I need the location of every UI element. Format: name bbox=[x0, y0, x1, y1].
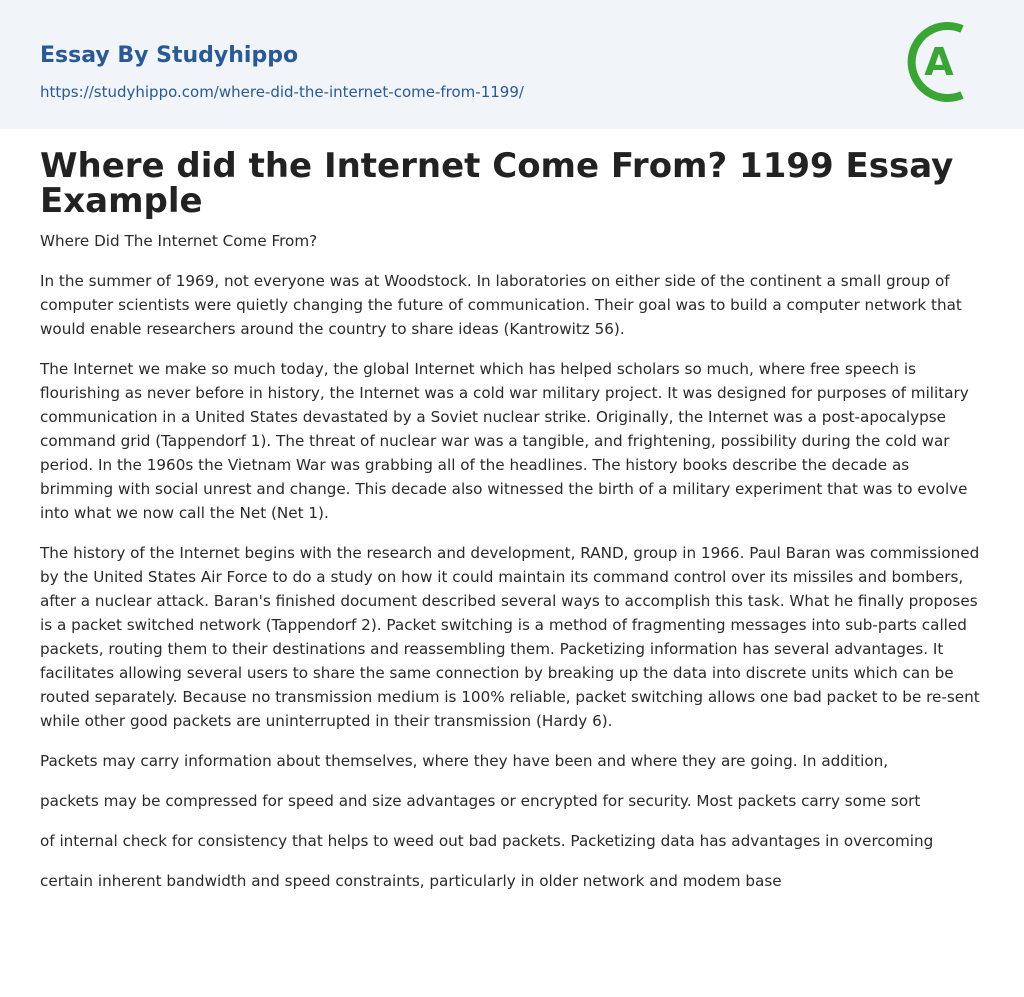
article-content bbox=[0, 129, 1024, 893]
article-paragraph: of internal check for consistency that helps to weed out bad packets. Packetizing data has advantages in overcoming bbox=[40, 832, 934, 850]
article-paragraph: packets may be compressed for speed and size advantages or encrypted for security. Most packets carry some sort bbox=[40, 792, 921, 810]
article-paragraph: The Internet we make so much today, the global Internet which has helped scholars so much, where free speech is flourishing as never before in history, the Internet was a cold war military project. It was designed for purposes of military communication in a United States devastated by a Soviet nuclear strike. Originally, the Internet was a post-apocalypse command grid (Tappendorf 1). The threat of nuclear war was a tangible, and frightening, possibility during the cold war period. In the 1960s the Vietnam War was grabbing all of the headlines. The history books describe the decade as brimming with social unrest and change. This decade also witnessed the birth of a military experiment that was to evolve into what we now call the Net (Net 1). bbox=[40, 360, 969, 522]
article-paragraph: Where Did The Internet Come From? bbox=[40, 232, 318, 250]
source-url-link[interactable]: https://studyhippo.com/where-did-the-internet-come-from-1199/ bbox=[40, 83, 524, 101]
article-paragraph: The history of the Internet begins with the research and development, RAND, group in 1966. Paul Baran was commissioned by the United States Air Force to do a study on how it could maintain its command control over its missiles and bombers, after a nuclear attack. Baran's finished document described several ways to accomplish this task. What he finally proposes is a packet switched network (Tappendorf 2). Packet switching is a method of fragmenting messages into sub-parts called packets, routing them to their destinations and reassembling them. Packetizing information has several advantages. It facilitates allowing several users to share the same connection by breaking up the data into discrete units which can be routed separately. Because no transmission medium is 100% reliable, packet switching allows one bad packet to be re-sent while other good packets are uninterrupted in their transmission (Hardy 6). bbox=[40, 544, 980, 730]
logo-letter: A bbox=[924, 40, 954, 84]
article-paragraph: Packets may carry information about themselves, where they have been and where they are going. In addition, bbox=[40, 752, 889, 770]
studyhippo-logo-icon[interactable] bbox=[900, 19, 986, 105]
article-title: Where did the Internet Come From? 1199 Essay Example bbox=[40, 146, 954, 221]
site-brand[interactable]: Essay By Studyhippo bbox=[40, 43, 299, 68]
article-paragraph: certain inherent bandwidth and speed constraints, particularly in older network and modem base bbox=[40, 872, 782, 890]
article-paragraph: In the summer of 1969, not everyone was at Woodstock. In laboratories on either side of the continent a small group of computer scientists were quietly changing the future of communication. Their goal was to build a computer network that would enable researchers around the country to share ideas (Kantrowitz 56). bbox=[40, 272, 962, 338]
site-header bbox=[0, 0, 1024, 129]
